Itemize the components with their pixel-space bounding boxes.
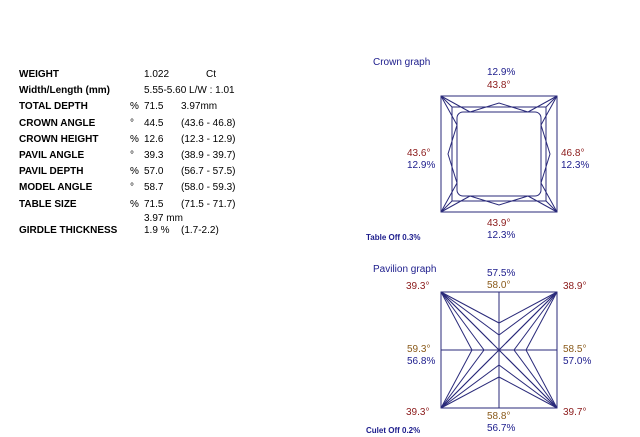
table-mm-value: 3.97 mm [144, 213, 183, 224]
measurement-value: 1.022 [144, 69, 170, 80]
pavilion-right-pct: 57.0% [563, 356, 592, 367]
measurement-value: 58.7 [144, 182, 164, 193]
pavilion-br-deg: 39.7° [563, 407, 587, 418]
pavilion-top-deg: 58.0° [487, 280, 511, 291]
measurement-unit: % [130, 199, 139, 210]
measurement-label: MODEL ANGLE [19, 182, 93, 193]
measurement-label: TABLE SIZE [19, 199, 77, 210]
girdle-range: (1.7-2.2) [181, 225, 219, 236]
measurement-unit: % [130, 101, 139, 112]
measurement-unit: ° [130, 118, 134, 129]
measurement-label: PAVIL ANGLE [19, 150, 85, 161]
measurement-label: CROWN HEIGHT [19, 134, 99, 145]
pavilion-left-deg: 59.3° [407, 344, 431, 355]
crown-right-pct: 12.3% [561, 160, 590, 171]
measurement-value: 5.55-5.60 L/W : 1.01 [144, 85, 235, 96]
crown-diagram [440, 95, 560, 215]
measurement-label: Width/Length (mm) [19, 85, 111, 96]
measurement-extra: Ct [206, 69, 216, 80]
crown-bottom-pct: 12.3% [487, 230, 516, 241]
girdle-value: 1.9 % [144, 225, 170, 236]
table-off-note: Table Off 0.3% [366, 233, 421, 242]
pavilion-tl-deg: 39.3° [406, 281, 430, 292]
culet-off-note: Culet Off 0.2% [366, 426, 421, 435]
crown-bottom-deg: 43.9° [487, 218, 511, 229]
measurement-value: 12.6 [144, 134, 164, 145]
girdle-label: GIRDLE THICKNESS [19, 225, 118, 236]
measurement-label: WEIGHT [19, 69, 59, 80]
measurement-range: (12.3 - 12.9) [181, 134, 236, 145]
measurement-unit: % [130, 134, 139, 145]
measurement-label: CROWN ANGLE [19, 118, 96, 129]
measurement-value: 71.5 [144, 199, 164, 210]
measurement-range: (58.0 - 59.3) [181, 182, 236, 193]
pavilion-bottom-deg: 58.8° [487, 411, 511, 422]
pavilion-right-deg: 58.5° [563, 344, 587, 355]
measurement-unit: ° [130, 182, 134, 193]
measurement-range: (43.6 - 46.8) [181, 118, 236, 129]
crown-top-deg: 43.8° [487, 80, 511, 91]
pavilion-diagram [440, 291, 560, 411]
crown-right-deg: 46.8° [561, 148, 585, 159]
measurement-label: PAVIL DEPTH [19, 166, 84, 177]
pavilion-left-pct: 56.8% [407, 356, 436, 367]
measurement-label: TOTAL DEPTH [19, 101, 88, 112]
pavilion-bl-deg: 39.3° [406, 407, 430, 418]
measurement-unit: ° [130, 150, 134, 161]
pavilion-graph-title: Pavilion graph [373, 264, 437, 275]
crown-left-deg: 43.6° [407, 148, 431, 159]
pavilion-top-pct: 57.5% [487, 268, 516, 279]
measurement-range: (71.5 - 71.7) [181, 199, 236, 210]
crown-graph-title: Crown graph [373, 57, 431, 68]
measurement-value: 71.5 [144, 101, 164, 112]
pavilion-tr-deg: 38.9° [563, 281, 587, 292]
crown-top-pct: 12.9% [487, 67, 516, 78]
measurement-unit: % [130, 166, 139, 177]
crown-left-pct: 12.9% [407, 160, 436, 171]
measurement-range: (38.9 - 39.7) [181, 150, 236, 161]
measurement-value: 57.0 [144, 166, 164, 177]
measurement-range: 3.97mm [181, 101, 218, 112]
measurement-value: 39.3 [144, 150, 164, 161]
measurement-value: 44.5 [144, 118, 164, 129]
pavilion-bottom-pct: 56.7% [487, 423, 516, 434]
measurement-range: (56.7 - 57.5) [181, 166, 236, 177]
